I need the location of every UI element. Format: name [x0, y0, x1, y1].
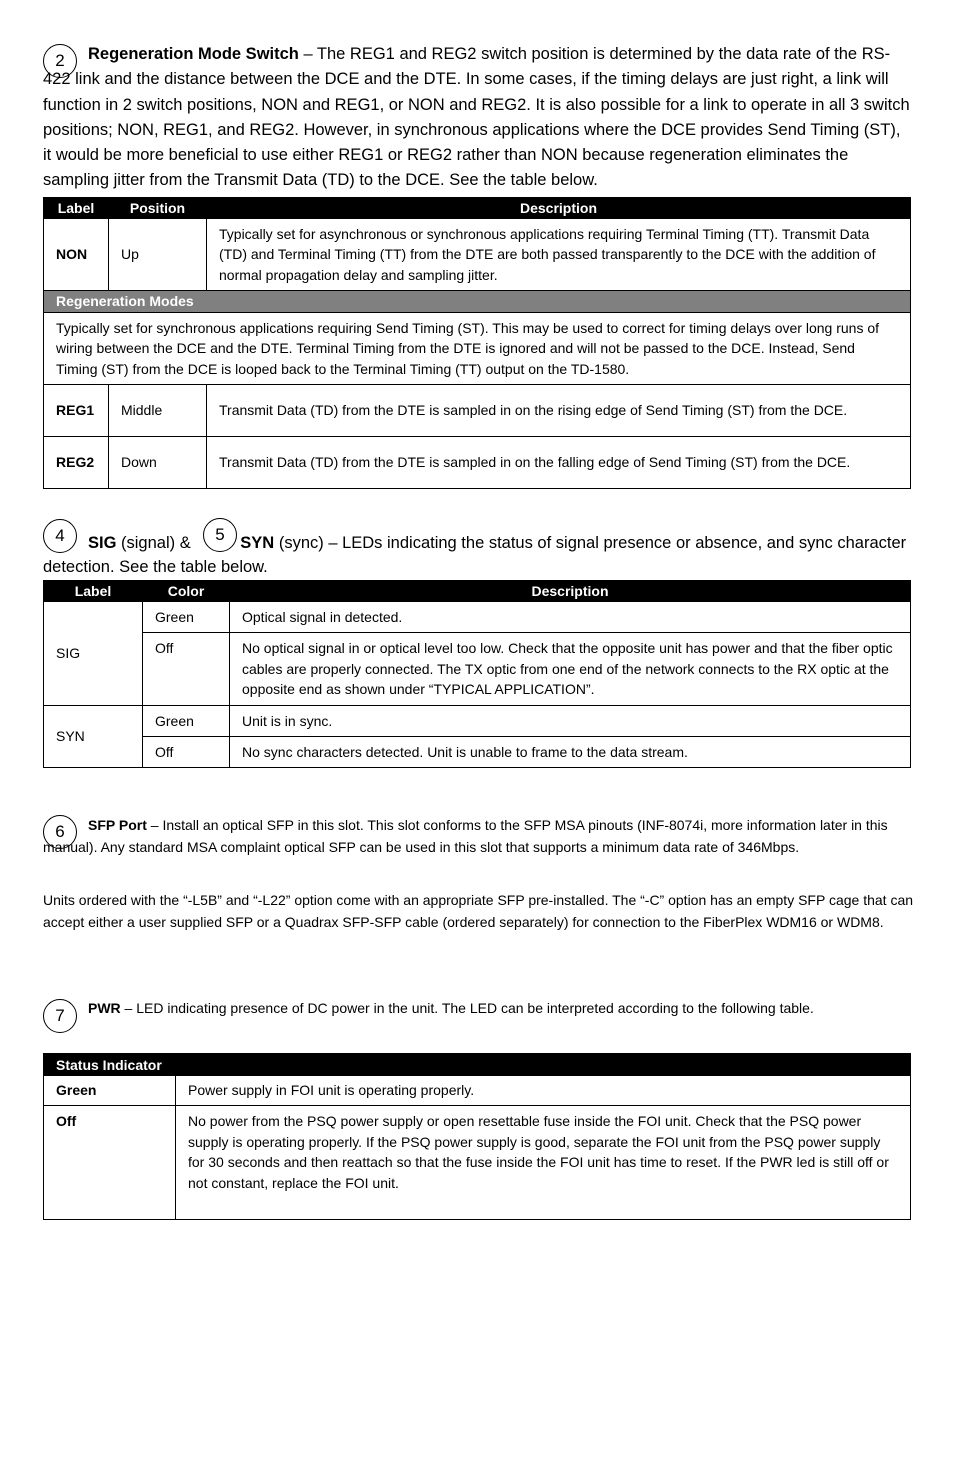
row-description: Typically set for asynchronous or synchronous applications requiring Terminal Timing (TT). Transmit Data (TD) and Terminal Timing (TT) from the DTE are both passed transparently to the DCE with the addition of normal propagation delay and sampling jitter.: [207, 219, 911, 291]
table-row: [44, 1106, 911, 1220]
table-row: [44, 385, 911, 437]
table-row: [44, 706, 911, 737]
syn-title: SYN: [240, 534, 275, 552]
status-indicator-header: Status Indicator: [44, 1054, 911, 1076]
pwr-status-table: [43, 1053, 911, 1220]
table-header-row: [44, 198, 911, 219]
regen-switch-paragraph: [43, 42, 913, 194]
row-label: Green: [44, 1076, 176, 1106]
row-description: Power supply in FOI unit is operating properly.: [176, 1076, 911, 1106]
sig-title: SIG: [88, 534, 117, 552]
sfp-port-text: – Install an optical SFP in this slot. This slot conforms to the SFP MSA pinouts (INF-8074i, more information later in this manual). Any standard MSA complaint optical SFP can be used in this slot that supports a minimum data rate of 346Mbps.: [43, 817, 888, 855]
table-row: [44, 219, 911, 291]
table-row: [44, 313, 911, 385]
column-header: Color: [143, 581, 230, 602]
sig-syn-paragraph: [43, 531, 913, 579]
table-section-row: [44, 291, 911, 313]
callout-number-5: 5: [203, 518, 237, 552]
row-position: Down: [109, 437, 207, 489]
row-color: Off: [143, 633, 230, 706]
callout-number-7: 7: [43, 999, 77, 1033]
callout-number-2: 2: [43, 44, 77, 78]
column-header: Label: [44, 581, 143, 602]
row-label: SIG: [44, 602, 143, 706]
row-color: Green: [143, 706, 230, 737]
table-row: [44, 1076, 911, 1106]
row-description: Optical signal in detected.: [230, 602, 911, 633]
pwr-title: PWR: [88, 1000, 121, 1016]
regen-table: [43, 197, 911, 489]
row-description: Transmit Data (TD) from the DTE is sampled in on the falling edge of Send Timing (ST) from the DCE.: [207, 437, 911, 489]
row-label: NON: [44, 219, 109, 291]
row-position: Up: [109, 219, 207, 291]
row-label: SYN: [44, 706, 143, 768]
column-header: Label: [44, 198, 109, 219]
column-header: Description: [230, 581, 911, 602]
table-header-row: [44, 1054, 911, 1076]
row-description: No sync characters detected. Unit is unable to frame to the data stream.: [230, 737, 911, 768]
sig-syn-text: (sync) – LEDs indicating the status of signal presence or absence, and sync character detection. See the table below.: [43, 534, 907, 576]
sig-text: (signal) &: [116, 534, 196, 552]
sfp-port-paragraph: [43, 814, 913, 858]
row-position: Middle: [109, 385, 207, 437]
table-row: [44, 737, 911, 768]
regen-switch-text: – The REG1 and REG2 switch position is determined by the data rate of the RS-422 link and the distance between the DCE and the DTE. In some cases, if the timing delays are just right, a link will function in 2 switch positions, NON and REG1, or NON and REG2. It is also possible for a link to operate in all 3 switch positions; NON, REG1, and REG2. However, in synchronous applications where the DCE provides Send Timing (ST), it would be more beneficial to use either REG1 or REG2 rather than NON because regeneration eliminates the sampling jitter from the Transmit Data (TD) to the DCE. See the table below.: [43, 45, 910, 190]
row-label: REG1: [44, 385, 109, 437]
sig-syn-table: [43, 580, 911, 768]
callout-number-4: 4: [43, 519, 77, 553]
regen-modes-heading: Regeneration Modes: [44, 291, 911, 313]
pwr-paragraph: [43, 997, 913, 1019]
pwr-text: – LED indicating presence of DC power in the unit. The LED can be interpreted according to the following table.: [120, 1000, 814, 1016]
row-color: Off: [143, 737, 230, 768]
row-description: Unit is in sync.: [230, 706, 911, 737]
table-header-row: [44, 581, 911, 602]
row-label: Off: [44, 1106, 176, 1220]
table-row: [44, 633, 911, 706]
sfp-options-paragraph: Units ordered with the “-L5B” and “-L22” option come with an appropriate SFP pre-installed. The “-C” option has an empty SFP cage that can accept either a user supplied SFP or a Quadrax SFP-SFP cable (ordered separately) for connection to the FiberPlex WDM16 or WDM8.: [43, 892, 914, 930]
column-header: Position: [109, 198, 207, 219]
regen-switch-title: Regeneration Mode Switch: [88, 45, 299, 63]
row-description: No power from the PSQ power supply or open resettable fuse inside the FOI unit. Check that the PSQ power supply is operating properly. If the PSQ power supply is good, separate the FOI unit from the PSQ power supply for 30 seconds and then reattach so that the fuse inside the FOI unit has time to reset. If the PWR led is still off or not constant, replace the FOI unit.: [176, 1106, 911, 1220]
callout-number-6: 6: [43, 815, 77, 849]
sfp-port-title: SFP Port: [88, 817, 147, 833]
row-description: No optical signal in or optical level too low. Check that the opposite unit has power and that the fiber optic cables are properly connected. The TX optic from one end of the network connects to the RX optic at the opposite end as shown under “TYPICAL APPLICATION”.: [230, 633, 911, 706]
row-color: Green: [143, 602, 230, 633]
row-label: REG2: [44, 437, 109, 489]
table-row: [44, 437, 911, 489]
row-description: Transmit Data (TD) from the DTE is sampled in on the rising edge of Send Timing (ST) from the DCE.: [207, 385, 911, 437]
regen-modes-description: Typically set for synchronous applications requiring Send Timing (ST). This may be used to correct for timing delays over long runs of wiring between the DCE and the DTE. Terminal Timing from the DTE is ignored and will not be passed to the DCE. Instead, Send Timing (ST) from the DCE is looped back to the Terminal Timing (TT) output on the TD-1580.: [44, 313, 911, 385]
table-row: [44, 602, 911, 633]
column-header: Description: [207, 198, 911, 219]
